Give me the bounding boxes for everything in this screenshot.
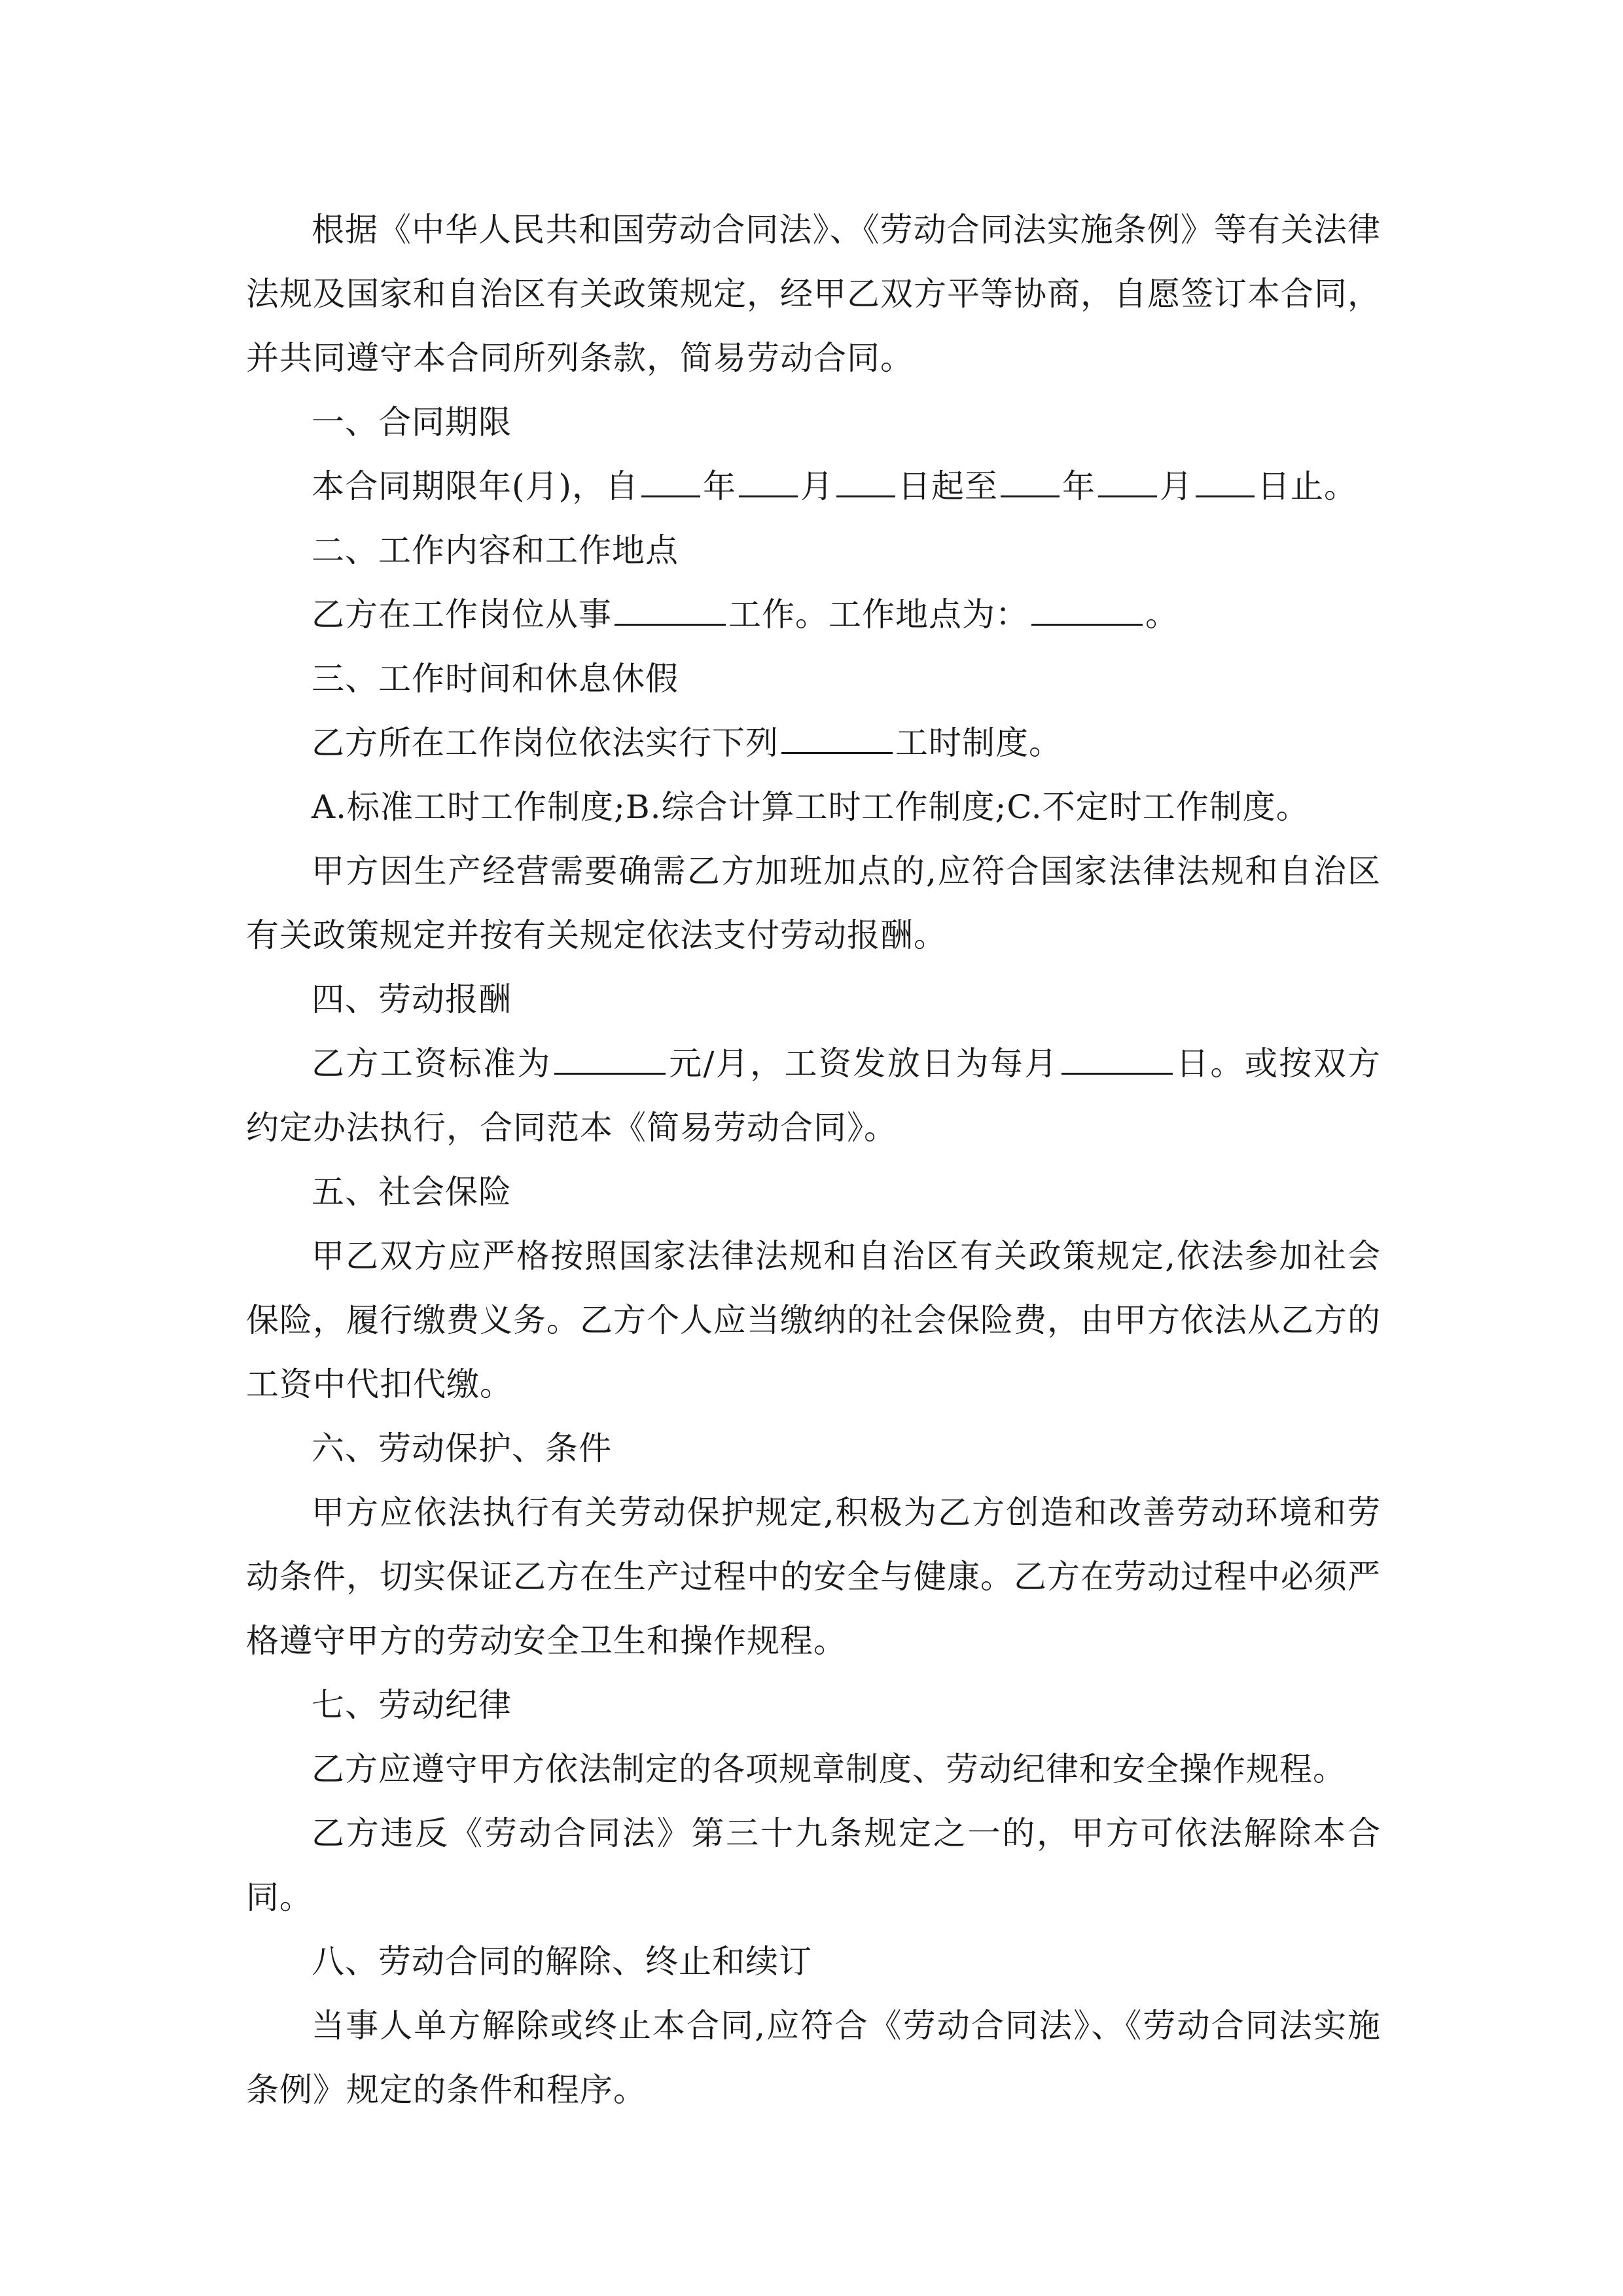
contract-term-line <box>246 454 1381 518</box>
hours-text-2: 工时制度。 <box>895 724 1062 762</box>
salary-blank <box>554 1033 666 1075</box>
hours-system-blank <box>781 713 893 754</box>
section-8-heading: 八、劳动合同的解除、终止和续订 <box>312 1943 812 1981</box>
protection-paragraph: 甲方应依法执行有关劳动保护规定,积极为乙方创造和改善劳动环境和劳动条件，切实保证乙方在生产过程中的安全与健康。乙方在劳动过程中必须严格遵守甲方的劳动安全卫生和操作规程。 <box>246 1494 1381 1660</box>
termination-paragraph: 当事人单方解除或终止本合同,应符合《劳动合同法》、《劳动合同法实施条例》规定的条件和程序。 <box>246 2007 1381 2109</box>
work-text-2: 工作。工作地点为： <box>728 596 1029 634</box>
start-year-blank <box>641 456 700 497</box>
end-day-blank <box>1196 456 1255 497</box>
end-month-blank <box>1098 456 1157 497</box>
salary-paragraph <box>246 1031 1381 1160</box>
work-text-1: 乙方在工作岗位从事 <box>312 596 612 634</box>
term-text-1: 本合同期限年(月)，自 <box>312 467 639 505</box>
term-text-4: 日起至 <box>898 467 999 505</box>
salary-text-1: 乙方工资标准为 <box>312 1045 552 1083</box>
start-month-blank <box>739 456 798 497</box>
intro-paragraph: 根据《中华人民共和国劳动合同法》、《劳动合同法实施条例》等有关法律法规及国家和自治区有关政策规定，经甲乙双方平等协商，自愿签订本合同，并共同遵守本合同所列条款，简易劳动合同。 <box>246 211 1381 377</box>
section-6-heading: 六、劳动保护、条件 <box>312 1429 612 1467</box>
term-text-3: 月 <box>800 467 834 505</box>
insurance-paragraph: 甲乙双方应严格按照国家法律法规和自治区有关政策规定,依法参加社会保险，履行缴费义务。乙方个人应当缴纳的社会保险费，由甲方依法从乙方的工资中代扣代缴。 <box>246 1237 1381 1403</box>
work-text-3: 。 <box>1145 596 1179 634</box>
term-text-7: 日止。 <box>1257 467 1358 505</box>
start-day-blank <box>836 456 895 497</box>
section-1-heading: 一、合同期限 <box>312 403 512 441</box>
term-text-2: 年 <box>703 467 737 505</box>
overtime-paragraph: 甲方因生产经营需要确需乙方加班加点的,应符合国家法律法规和自治区有关政策规定并按有关规定依法支付劳动报酬。 <box>246 852 1381 954</box>
hours-options: A.标准工时工作制度;B.综合计算工时工作制度;C.不定时工作制度。 <box>312 788 1310 826</box>
salary-text-2: 元/月，工资发放日为每月 <box>668 1045 1059 1083</box>
work-content-line <box>246 583 1381 647</box>
discipline-paragraph-2: 乙方违反《劳动合同法》第三十九条规定之一的，甲方可依法解除本合同。 <box>246 1814 1381 1916</box>
salary-text-3: 日。或按双方约定办法执行，合同范本《简易劳动合同》。 <box>246 1045 1381 1147</box>
section-3-heading: 三、工作时间和休息休假 <box>312 660 679 698</box>
location-blank <box>1031 584 1143 626</box>
section-2-heading: 二、工作内容和工作地点 <box>312 531 679 569</box>
job-blank <box>615 584 726 626</box>
term-text-6: 月 <box>1160 467 1194 505</box>
contract-page <box>246 198 1381 2122</box>
hours-text-1: 乙方所在工作岗位依法实行下列 <box>312 724 779 762</box>
term-text-5: 年 <box>1062 467 1096 505</box>
section-4-heading: 四、劳动报酬 <box>312 980 512 1018</box>
end-year-blank <box>1001 456 1060 497</box>
section-5-heading: 五、社会保险 <box>312 1173 512 1211</box>
discipline-paragraph-1: 乙方应遵守甲方依法制定的各项规章制度、劳动纪律和安全操作规程。 <box>312 1750 1346 1788</box>
work-hours-line <box>246 711 1381 775</box>
section-7-heading: 七、劳动纪律 <box>312 1686 512 1724</box>
payday-blank <box>1061 1033 1173 1075</box>
